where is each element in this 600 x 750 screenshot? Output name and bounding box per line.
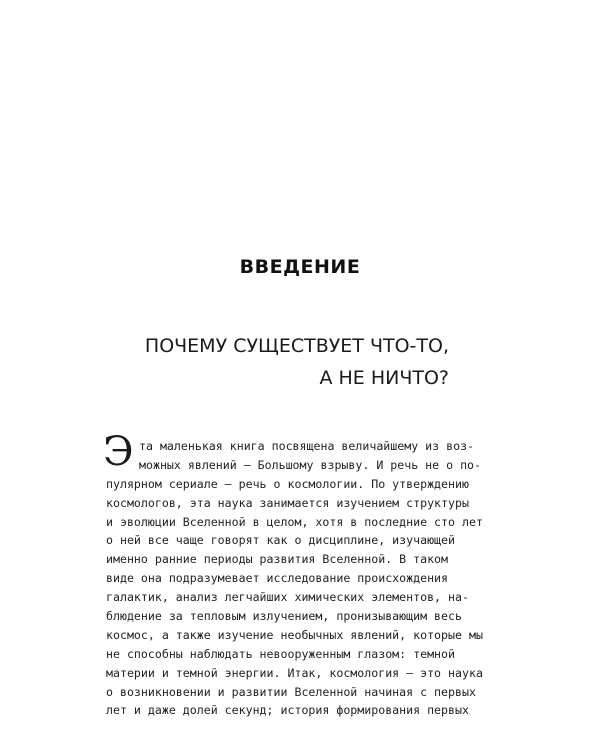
paragraph-line: блюдение за тепловым излучением, пронизывающим весь [106, 609, 462, 624]
paragraph-line: галактик, анализ легчайших химических элементов, на- [106, 590, 469, 605]
paragraph-line: именно ранние периоды развития Вселенной. В таком [106, 552, 449, 567]
paragraph-line: о возникновении и развитии Вселенной начиная с первых [106, 684, 476, 699]
drop-cap-letter: Э [103, 429, 134, 475]
paragraph-line: и эволюции Вселенной в целом, хотя в последние сто лет [106, 514, 483, 529]
body-paragraph [106, 437, 483, 720]
chapter-subtitle [119, 330, 449, 394]
paragraph-line: виде она подразумевает исследование происхождения [106, 571, 449, 586]
paragraph-line: пулярном сериале — речь о космологии. По утверждению [106, 476, 469, 491]
paragraph-line: материи и темной энергии. Итак, космология — это наука [106, 665, 483, 680]
paragraph-line: космологов, эта наука занимается изучением структуры [106, 495, 469, 510]
paragraph-line: та маленькая книга посвящена величайшему из воз- [139, 439, 475, 453]
paragraph-line: о ней все чаще говорят как о дисциплине, изучающей [106, 533, 456, 548]
paragraph-line: лет и даже долей секунд; история формирования первых [106, 703, 469, 718]
subtitle-line: ПОЧЕМУ СУЩЕСТВУЕТ ЧТО-ТО, [144, 335, 449, 357]
subtitle-line: А НЕ НИЧТО? [319, 367, 449, 389]
paragraph-line: не способны наблюдать невооруженным глазом: темной [106, 646, 456, 661]
paragraph-line: космос, а также изучение необычных явлений, которые мы [106, 627, 483, 642]
paragraph-line: можных явлений — Большому взрыву. И речь не о по- [139, 457, 482, 472]
chapter-title: ВВЕДЕНИЕ [239, 256, 361, 278]
